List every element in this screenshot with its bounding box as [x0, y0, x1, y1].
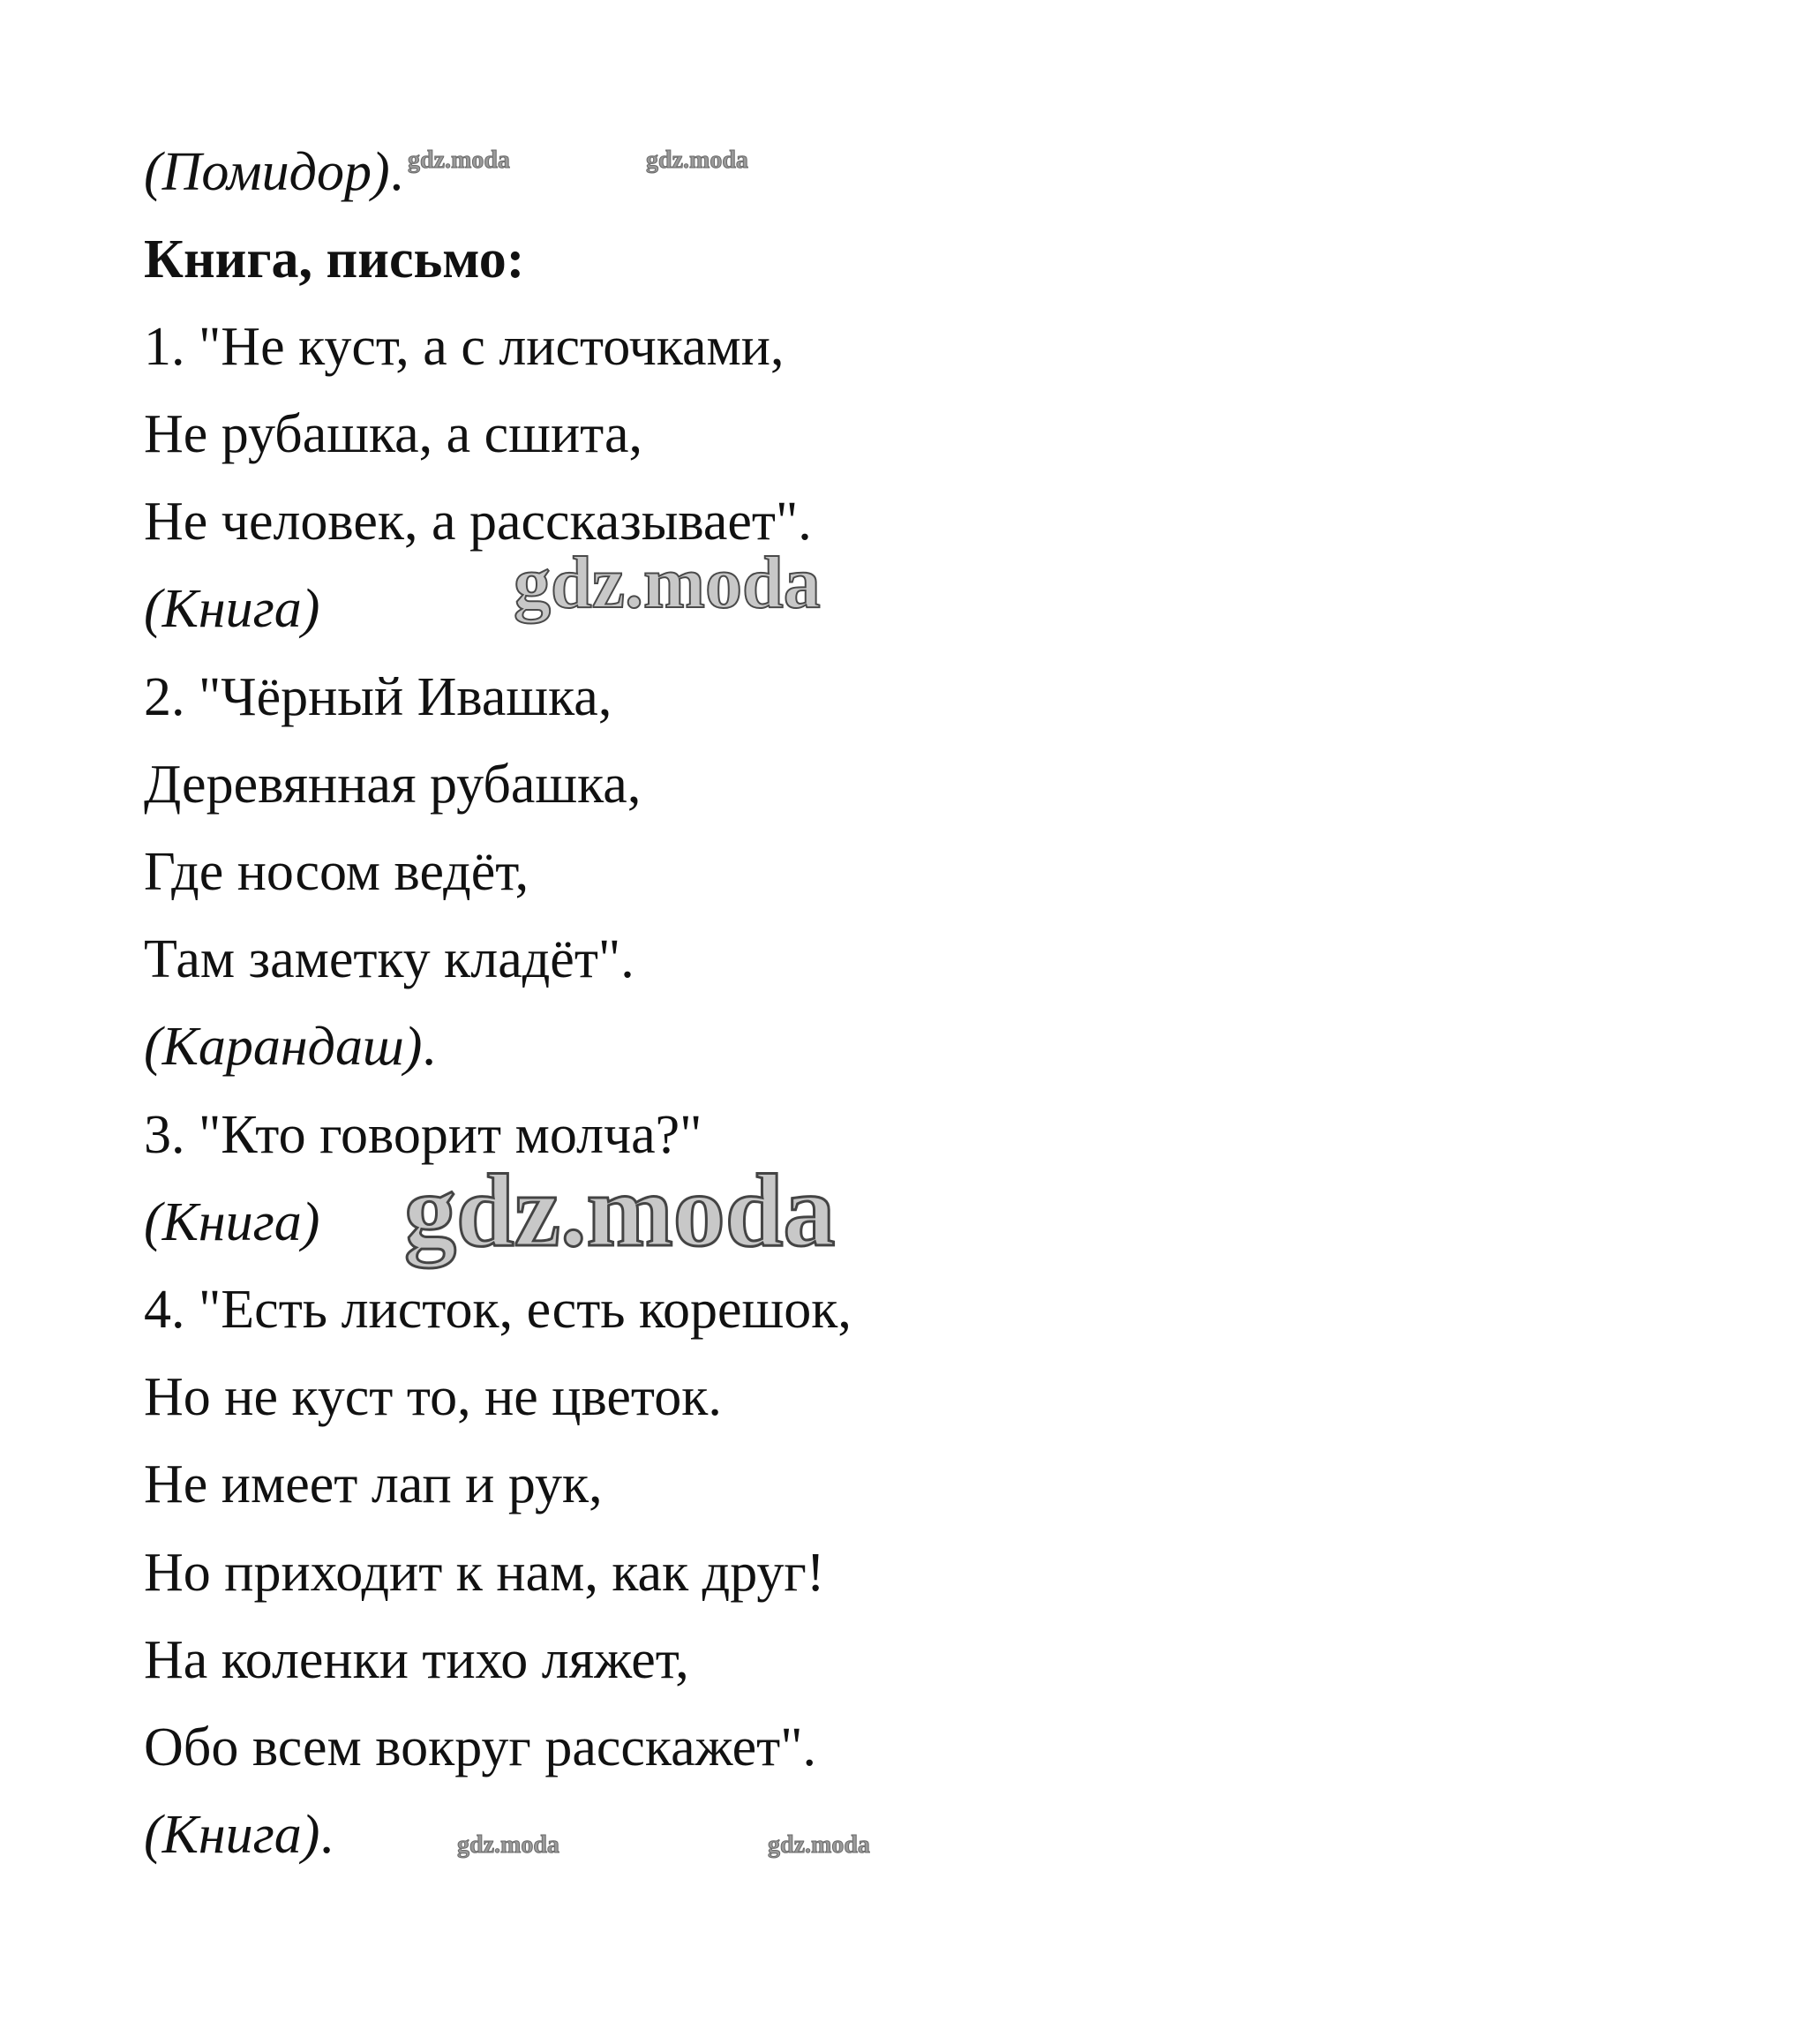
riddle-line: Где носом ведёт,: [144, 842, 529, 902]
answer-line: (Помидор).: [144, 142, 404, 202]
section-heading: Книга, письмо:: [144, 229, 525, 289]
answer-line: (Книга).: [144, 1805, 334, 1865]
riddle-line: Не рубашка, а сшита,: [144, 404, 642, 464]
watermark: gdz.moda: [408, 147, 510, 174]
riddle-line: Но не куст то, не цветок.: [144, 1367, 722, 1427]
watermark: gdz.moda: [646, 147, 748, 174]
riddle-line: 2. "Чёрный Ивашка,: [144, 667, 612, 727]
watermark: gdz.moda: [457, 1831, 559, 1859]
riddle-line: 4. "Есть листок, есть корешок,: [144, 1280, 852, 1340]
answer-line: (Книга): [144, 1192, 320, 1252]
answer-line: (Книга): [144, 579, 320, 639]
watermark: gdz.moda: [404, 1153, 836, 1268]
watermark: gdz.moda: [768, 1831, 870, 1859]
riddle-line: Деревянная рубашка,: [144, 755, 642, 815]
riddle-line: 3. "Кто говорит молча?": [144, 1105, 702, 1165]
riddle-line: Но приходит к нам, как друг!: [144, 1543, 825, 1603]
answer-line: (Карандаш).: [144, 1017, 436, 1077]
riddle-line: Там заметку кладёт".: [144, 929, 634, 989]
watermark: gdz.moda: [514, 542, 821, 624]
riddle-line: Не имеет лап и рук,: [144, 1454, 603, 1514]
riddle-line: Не человек, а рассказывает".: [144, 492, 812, 552]
riddle-line: 1. "Не куст, а с листочками,: [144, 317, 785, 377]
riddle-line: На коленки тихо ляжет,: [144, 1630, 689, 1690]
riddle-line: Обо всем вокруг расскажет".: [144, 1717, 817, 1777]
